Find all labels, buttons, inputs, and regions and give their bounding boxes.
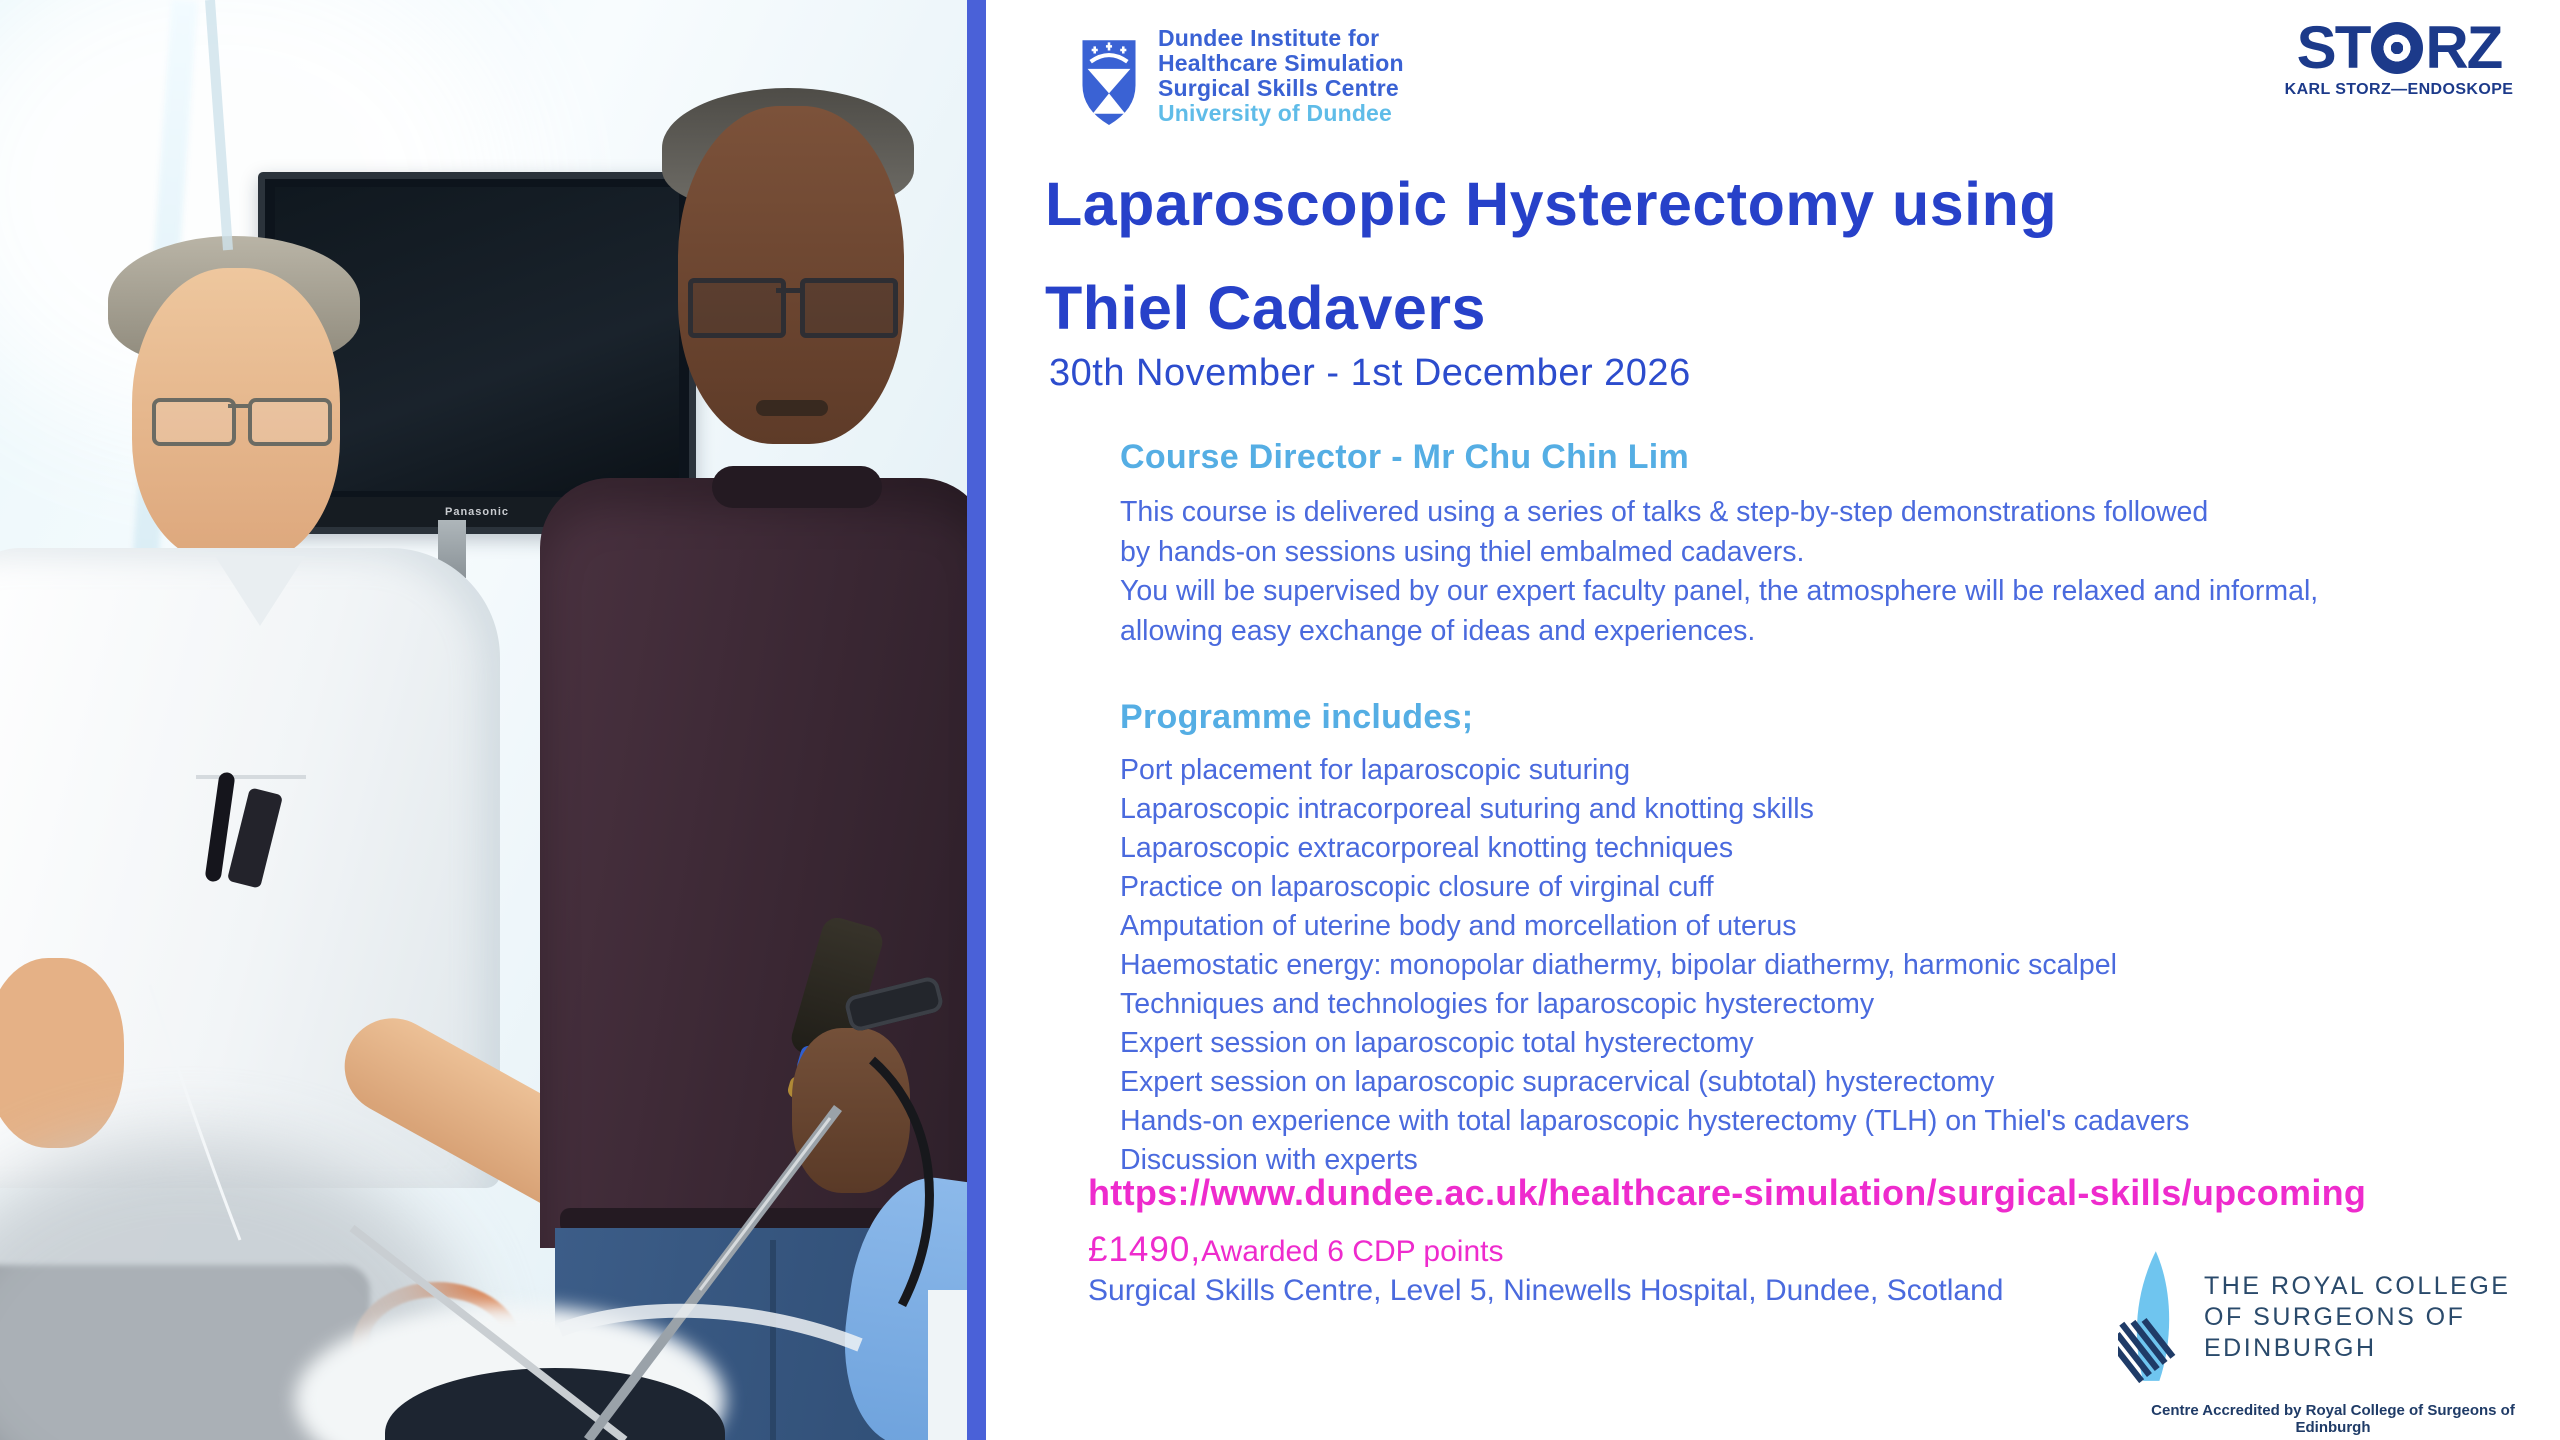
rcsed-logo-line: OF SURGEONS OF	[2204, 1302, 2466, 1331]
cdp-points: Awarded 6 CDP points	[1201, 1235, 1504, 1268]
programme-heading: Programme includes;	[1120, 698, 1474, 736]
course-director-section	[1120, 438, 2540, 651]
monitor-brand-label: Panasonic	[444, 506, 510, 518]
title-line-1: Laparoscopic Hysterectomy using	[1045, 170, 2058, 238]
dundee-logo-line: Healthcare Simulation	[1158, 50, 1404, 76]
rcsed-logo-text	[2204, 1271, 2510, 1364]
training-lab-photo	[0, 0, 967, 1440]
programme-item: Haemostatic energy: monopolar diathermy, bipolar diathermy, harmonic scalpel	[1120, 949, 2117, 981]
course-price: £1490,	[1088, 1230, 1202, 1269]
course-description-line: This course is delivered using a series of talks & step-by-step demonstrations followed	[1120, 496, 2209, 528]
programme-item: Amputation of uterine body and morcellation of uterus	[1120, 910, 1797, 942]
rcsed-logo	[2118, 1242, 2548, 1436]
photo-instruments-overlay	[0, 0, 967, 1440]
dundee-shield-icon	[1078, 26, 1140, 128]
course-description-line: You will be supervised by our expert faculty panel, the atmosphere will be relaxed and informal,	[1120, 575, 2319, 607]
programme-section	[1120, 698, 2540, 1180]
venue-address: Surgical Skills Centre, Level 5, Ninewells Hospital, Dundee, Scotland	[1088, 1274, 2004, 1307]
storz-target-o-icon	[2371, 22, 2423, 74]
dundee-logo-university: University of Dundee	[1158, 100, 1393, 126]
rcsed-logo-line: EDINBURGH	[2204, 1333, 2377, 1362]
programme-item: Practice on laparoscopic closure of virginal cuff	[1120, 871, 1714, 903]
rcsed-sail-icon	[2118, 1242, 2190, 1392]
course-description-line: by hands-on sessions using thiel embalmed cadavers.	[1120, 535, 1805, 568]
price-line	[1088, 1230, 1503, 1270]
programme-item: Expert session on laparoscopic supracervical (subtotal) hysterectomy	[1120, 1066, 1995, 1098]
storz-letters-end: RZ	[2425, 14, 2502, 81]
title-line-2: Thiel Cadavers	[1045, 274, 1486, 342]
programme-list	[1120, 751, 2540, 1180]
booking-url-link[interactable]: https://www.dundee.ac.uk/healthcare-simulation/surgical-skills/upcoming	[1088, 1172, 2367, 1213]
vertical-divider	[967, 0, 986, 1440]
page-title	[1045, 152, 2525, 360]
storz-letters-start: ST	[2296, 14, 2370, 81]
dundee-institute-logo	[1078, 26, 1404, 128]
accreditation-note: Centre Accredited by Royal College of Surgeons of Edinburgh	[2151, 1402, 2515, 1436]
storz-wordmark	[2258, 14, 2540, 81]
course-description	[1120, 493, 2540, 651]
dundee-logo-line: Dundee Institute for	[1158, 25, 1380, 51]
programme-item: Hands-on experience with total laparoscopic hysterectomy (TLH) on Thiel's cadavers	[1120, 1105, 2190, 1137]
rcsed-logo-line: THE ROYAL COLLEGE	[2204, 1271, 2511, 1300]
dundee-logo-text	[1158, 26, 1404, 126]
dundee-logo-line: Surgical Skills Centre	[1158, 75, 1399, 101]
storz-tagline: KARL STORZ—ENDOSKOPE	[2284, 81, 2514, 98]
programme-item: Port placement for laparoscopic suturing	[1120, 754, 1631, 786]
karl-storz-logo	[2258, 14, 2540, 99]
course-director-heading: Course Director - Mr Chu Chin Lim	[1120, 438, 1690, 476]
programme-item: Techniques and technologies for laparoscopic hysterectomy	[1120, 988, 1875, 1020]
programme-item: Laparoscopic extracorporeal knotting techniques	[1120, 832, 1734, 864]
course-description-line: allowing easy exchange of ideas and experiences.	[1120, 614, 1756, 647]
programme-item: Expert session on laparoscopic total hysterectomy	[1120, 1027, 1754, 1059]
course-dates: 30th November - 1st December 2026	[1049, 352, 1691, 394]
programme-item: Discussion with experts	[1120, 1144, 1418, 1176]
programme-item: Laparoscopic intracorporeal suturing and knotting skills	[1120, 793, 1814, 825]
